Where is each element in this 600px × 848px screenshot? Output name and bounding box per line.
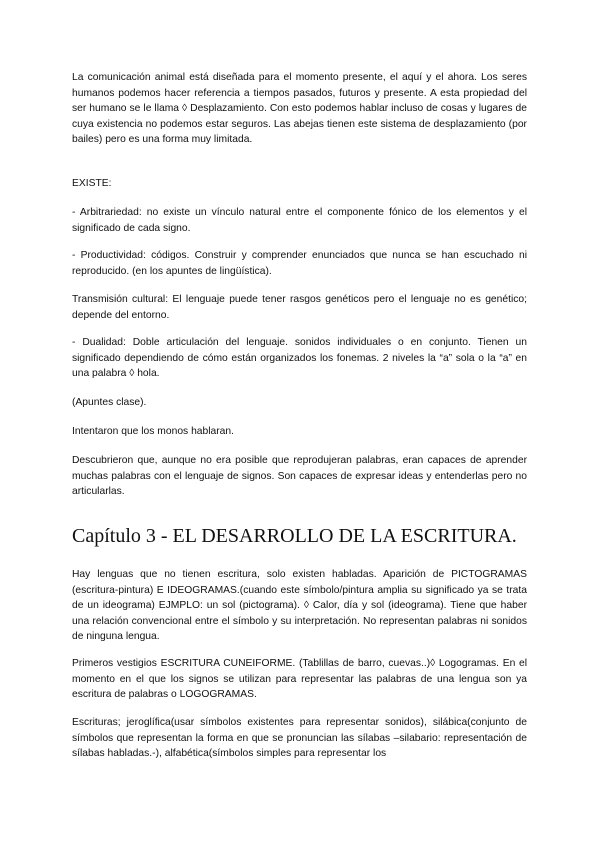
paragraph-pictogramas: Hay lenguas que no tienen escritura, solo existen habladas. Aparición de PICTOGRAMAS (escritura-pintura) E IDEOGRAMAS.(cuando este símbolo/pintura amplia su significado ya se trata de un ideograma) EJMPLO: un sol (pictograma). ◊ Calor, día y sol (ideograma). Tiene que haber una relación convencional entre el símbolo y su interpretación. No representan palabras ni sonidos de ninguna lengua.: [72, 569, 527, 642]
paragraph-cuneiforme: Primeros vestigios ESCRITURA CUNEIFORME. (Tablillas de barro, cuevas..)◊ Logogramas. En el momento en el que los signos se utilizan para representar las palabras de una lengua son ya escritura de palabras o LOGOGRAMAS.: [72, 658, 527, 700]
chapter-heading: Capítulo 3 - EL DESARROLLO DE LA ESCRITURA.: [72, 525, 517, 547]
paragraph-dualidad: - Dualidad: Doble articulación del lenguaje. sonidos individuales o en conjunto. Tienen un significado dependiendo de cómo están organizados los fonemas. 2 niveles la “a” sola o la “a” en una palabra ◊ hola.: [72, 337, 527, 379]
paragraph-productividad: - Productividad: códigos. Construir y comprender enunciados que nunca se han escuchado ni reproducido. (en los apuntes de lingüística).: [72, 250, 527, 277]
paragraph-descubrieron: Descubrieron que, aunque no era posible que reprodujeran palabras, eran capaces de aprender muchas palabras con el lenguaje de signos. Son capaces de expresar ideas y entenderlas pero no articularlas.: [72, 455, 527, 497]
paragraph-apuntes-clase: (Apuntes clase).: [72, 397, 147, 408]
paragraph-monos: Intentaron que los monos hablaran.: [72, 426, 235, 437]
paragraph-desplazamiento: La comunicación animal está diseñada para el momento presente, el aquí y el ahora. Los seres humanos podemos hacer referencia a tiempos pasados, futuros y presente. A esta propiedad del ser humano se le llama ◊ Desplazamiento. Con esto podemos hablar incluso de cosas y lugares de cuya existencia no podemos estar seguros. Las abejas tienen este sistema de desplazamiento (por bailes) pero es una forma muy limitada.: [72, 72, 527, 145]
existe-label: EXISTE:: [72, 178, 112, 189]
paragraph-arbitrariedad: - Arbitrariedad: no existe un vínculo natural entre el componente fónico de los elementos y el significado de cada signo.: [72, 207, 527, 234]
paragraph-escrituras: Escrituras; jeroglífica(usar símbolos existentes para representar sonidos), silábica(conjunto de símbolos que representan la forma en que se pronuncian las sílabas –silabario: representación de sílabas habladas.-), alfabética(símbolos simples para representar los: [72, 717, 527, 759]
paragraph-transmision-cultural: Transmisión cultural: El lenguaje puede tener rasgos genéticos pero el lenguaje no es genético; depende del entorno.: [72, 294, 527, 321]
